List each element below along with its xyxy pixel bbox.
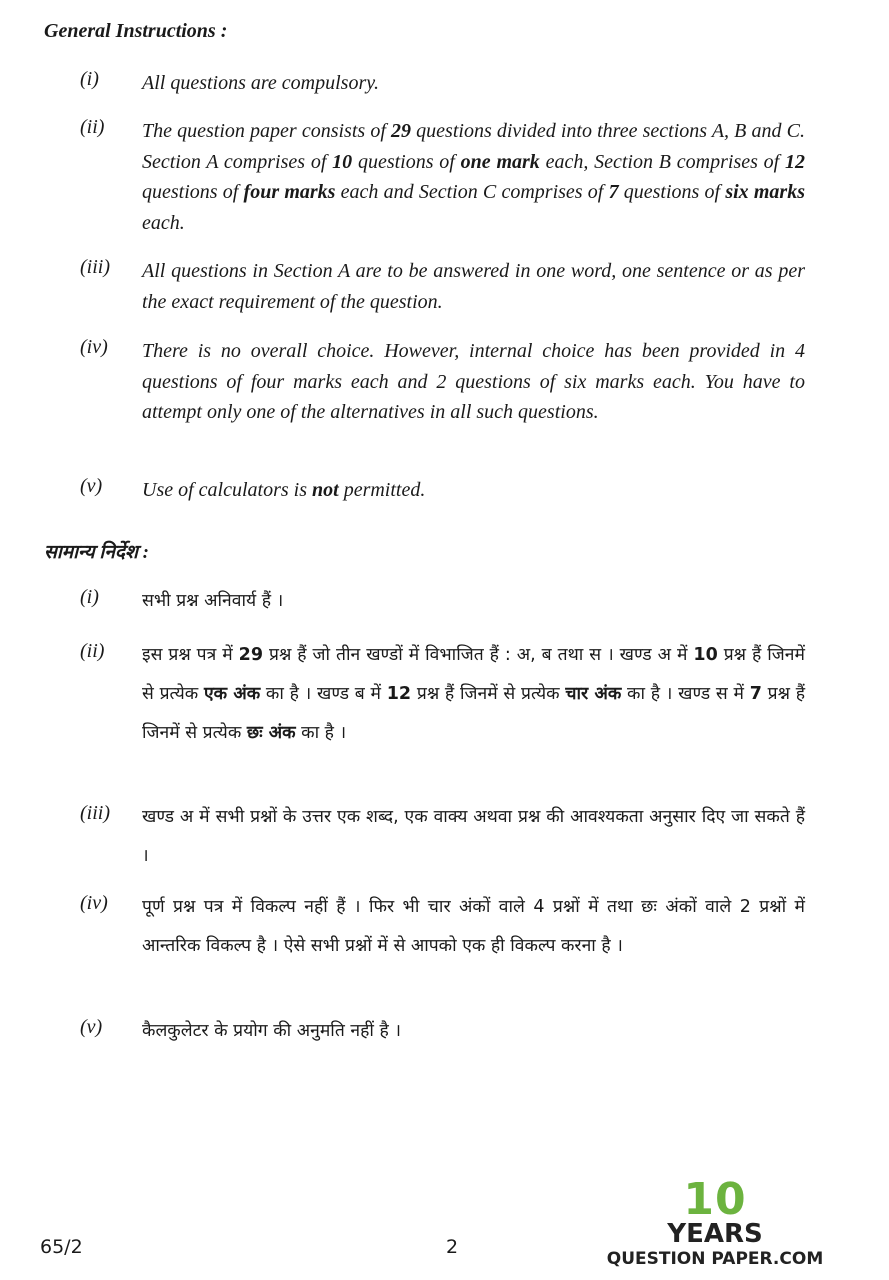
- item-number: (v): [80, 475, 103, 497]
- item-number: (iv): [80, 892, 108, 914]
- instruction-item-4: [80, 336, 805, 428]
- logo-years: YEARS: [667, 1219, 763, 1249]
- hindi-item-3: [80, 798, 805, 876]
- general-instructions-heading: General Instructions :: [44, 20, 228, 42]
- item-number: (i): [80, 68, 99, 90]
- hindi-instructions-heading: सामान्य निर्देश :: [44, 542, 149, 563]
- paper-code: 65/2: [40, 1236, 83, 1258]
- logo-site: QUESTION PAPER.COM: [606, 1249, 824, 1269]
- instruction-item-1: [80, 68, 805, 99]
- logo-number: 10: [683, 1174, 747, 1225]
- item-number: (ii): [80, 640, 105, 662]
- item-number: (v): [80, 1016, 103, 1038]
- item-text: All questions are compulsory.: [142, 72, 380, 94]
- item-number: (iii): [80, 802, 110, 824]
- instruction-item-2: [80, 116, 805, 238]
- item-text: The question paper consists of 29 questions divided into three sections A, B and C. Section A comprises of 10 questions of one mark each, Section B comprises of 12 questions of four marks each and Section C comprises of 7 questions of six marks each.: [142, 120, 806, 234]
- item-text: इस प्रश्न पत्र में 29 प्रश्न हैं जो तीन खण्डों में विभाजित हैं : अ, ब तथा स । खण्ड अ में 10 प्रश्न हैं जिनमें से प्रत्येक एक अंक का है । खण्ड ब में 12 प्रश्न हैं जिनमें से प्रत्येक चार अंक का है । खण्ड स में 7 प्रश्न हैं जिनमें से प्रत्येक छः अंक का है ।: [142, 645, 805, 743]
- item-number: (iii): [80, 256, 110, 278]
- instruction-item-5: [80, 475, 805, 506]
- item-text: All questions in Section A are to be answered in one word, one sentence or as per the exact requirement of the question.: [142, 260, 805, 313]
- item-number: (iv): [80, 336, 108, 358]
- hindi-item-1: [80, 582, 805, 621]
- item-text: There is no overall choice. However, internal choice has been provided in 4 questions of four marks each and 2 questions of six marks each. You have to attempt only one of the alternatives in all such questions.: [142, 340, 805, 423]
- watermark-logo: [600, 1174, 830, 1270]
- hindi-item-2: [80, 636, 805, 753]
- hindi-item-4: [80, 888, 805, 966]
- item-text: पूर्ण प्रश्न पत्र में विकल्प नहीं हैं । फिर भी चार अंकों वाले 4 प्रश्नों में तथा छः अंकों वाले 2 प्रश्नों में आन्तरिक विकल्प है । ऐसे सभी प्रश्नों में से आपको एक ही विकल्प करना है ।: [142, 897, 805, 956]
- item-number: (ii): [80, 116, 105, 138]
- item-text: Use of calculators is not permitted.: [142, 479, 426, 501]
- instruction-item-3: [80, 256, 805, 317]
- item-text: खण्ड अ में सभी प्रश्नों के उत्तर एक शब्द, एक वाक्य अथवा प्रश्न की आवश्यकता अनुसार दिए जा सकते हैं ।: [142, 807, 805, 866]
- item-number: (i): [80, 586, 99, 608]
- page-number: 2: [446, 1236, 459, 1258]
- item-text: सभी प्रश्न अनिवार्य हैं ।: [142, 591, 284, 611]
- item-text: कैलकुलेटर के प्रयोग की अनुमति नहीं है ।: [142, 1021, 401, 1041]
- hindi-item-5: [80, 1012, 805, 1051]
